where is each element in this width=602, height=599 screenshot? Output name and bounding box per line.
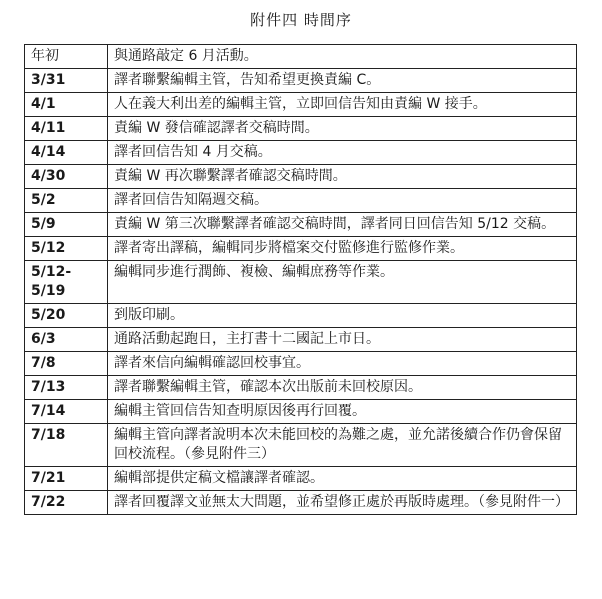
timeline-event: 譯者來信向編輯確認回校事宜。 (108, 352, 577, 376)
timeline-date: 7/13 (25, 376, 108, 400)
timeline-row (25, 45, 577, 69)
timeline-event: 譯者寄出譯稿，編輯同步將檔案交付監修進行監修作業。 (108, 237, 577, 261)
timeline-event: 人在義大利出差的編輯主管，立即回信告知由責編 W 接手。 (108, 93, 577, 117)
timeline-row (25, 491, 577, 515)
timeline-date: 5/9 (25, 213, 108, 237)
timeline-event: 譯者聯繫編輯主管，確認本次出版前未回校原因。 (108, 376, 577, 400)
document-title: 附件四 時間序 (250, 11, 352, 29)
timeline-row (25, 304, 577, 328)
timeline-date: 5/2 (25, 189, 108, 213)
timeline-date: 7/14 (25, 400, 108, 424)
timeline-event: 責編 W 再次聯繫譯者確認交稿時間。 (108, 165, 577, 189)
timeline-event: 編輯部提供定稿文檔讓譯者確認。 (108, 467, 577, 491)
timeline-row (25, 141, 577, 165)
timeline-event: 譯者回信告知 4 月交稿。 (108, 141, 577, 165)
timeline-event: 到版印刷。 (108, 304, 577, 328)
timeline-date: 3/31 (25, 69, 108, 93)
timeline-date: 4/1 (25, 93, 108, 117)
timeline-row (25, 93, 577, 117)
timeline-row (25, 165, 577, 189)
timeline-date: 4/14 (25, 141, 108, 165)
timeline-event: 責編 W 第三次聯繫譯者確認交稿時間，譯者同日回信告知 5/12 交稿。 (108, 213, 577, 237)
timeline-event: 譯者回信告知隔週交稿。 (108, 189, 577, 213)
timeline-event: 通路活動起跑日，主打書十二國記上市日。 (108, 328, 577, 352)
timeline-date: 7/8 (25, 352, 108, 376)
timeline-table (24, 44, 577, 515)
timeline-row (25, 400, 577, 424)
timeline-date: 年初 (25, 45, 108, 69)
timeline-date: 5/12 (25, 237, 108, 261)
timeline-date: 7/22 (25, 491, 108, 515)
timeline-date: 4/30 (25, 165, 108, 189)
timeline-date: 7/21 (25, 467, 108, 491)
timeline-date: 6/3 (25, 328, 108, 352)
timeline-date: 5/20 (25, 304, 108, 328)
timeline-row (25, 467, 577, 491)
timeline-date: 5/12-5/19 (25, 261, 108, 304)
timeline-event: 與通路敲定 6 月活動。 (108, 45, 577, 69)
timeline-event: 譯者聯繫編輯主管，告知希望更換責編 C。 (108, 69, 577, 93)
timeline-date: 7/18 (25, 424, 108, 467)
timeline-date: 4/11 (25, 117, 108, 141)
timeline-row (25, 424, 577, 467)
timeline-row (25, 376, 577, 400)
timeline-row (25, 352, 577, 376)
timeline-row (25, 117, 577, 141)
timeline-event: 責編 W 發信確認譯者交稿時間。 (108, 117, 577, 141)
timeline-row (25, 328, 577, 352)
timeline-body (25, 45, 577, 515)
timeline-event: 編輯同步進行潤飾、複檢、編輯庶務等作業。 (108, 261, 577, 304)
timeline-row (25, 189, 577, 213)
timeline-event: 譯者回覆譯文並無太大問題，並希望修正處於再版時處理。（參見附件一） (108, 491, 577, 515)
timeline-row (25, 261, 577, 304)
timeline-event: 編輯主管向譯者說明本次未能回校的為難之處，並允諾後續合作仍會保留回校流程。（參見附件三） (108, 424, 577, 467)
timeline-event: 編輯主管回信告知查明原因後再行回覆。 (108, 400, 577, 424)
timeline-row (25, 237, 577, 261)
timeline-row (25, 213, 577, 237)
timeline-row (25, 69, 577, 93)
